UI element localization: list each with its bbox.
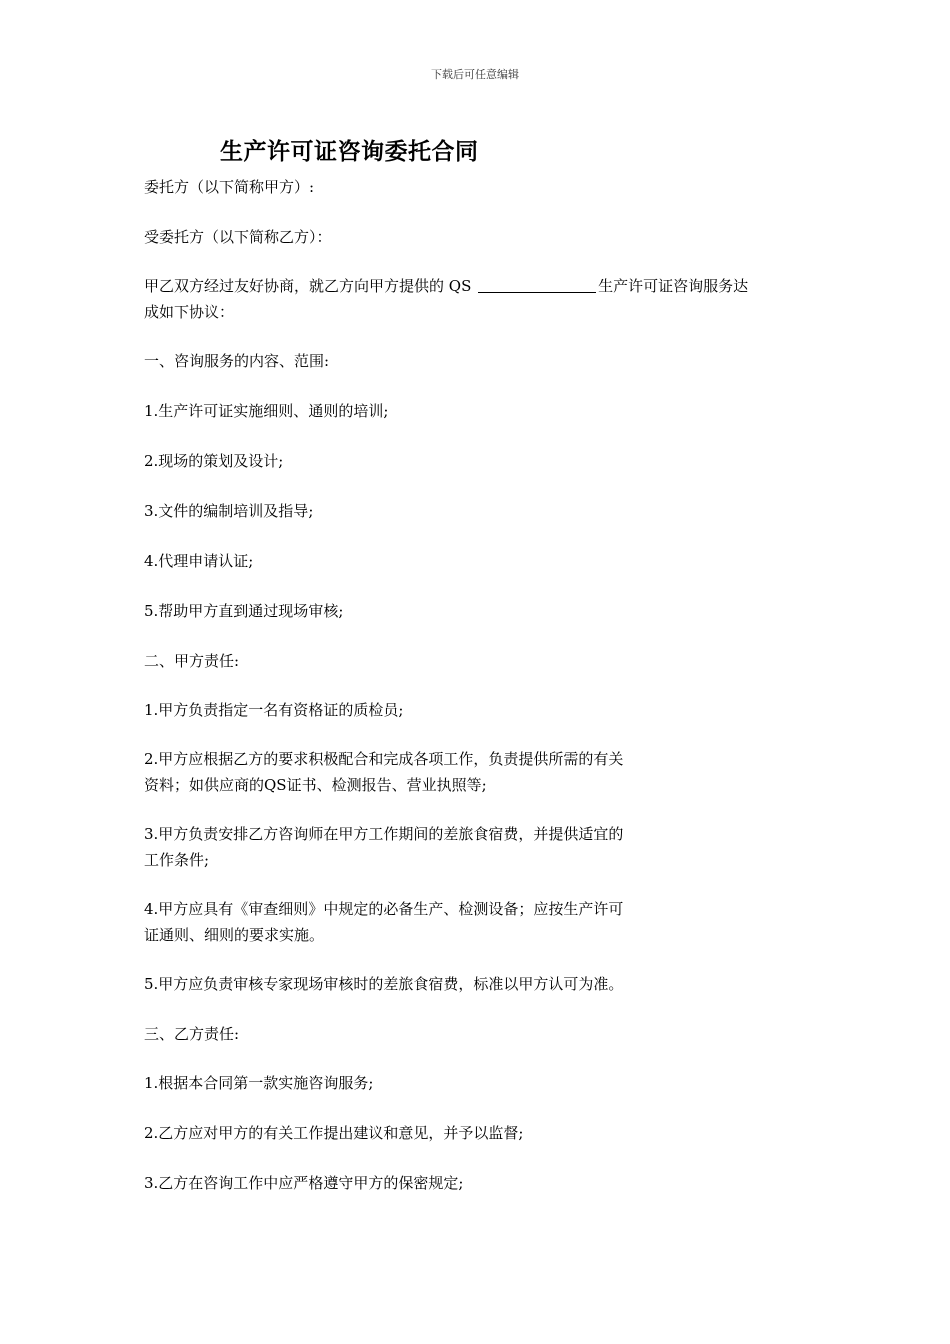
- section1-item-3: 3.文件的编制培训及指导;: [144, 502, 314, 520]
- section2-item-3-line-1: 3.甲方负责安排乙方咨询师在甲方工作期间的差旅食宿费，并提供适宜的: [144, 825, 624, 843]
- section2-item-2: [144, 746, 834, 798]
- section3-heading: 三、乙方责任:: [144, 1025, 240, 1043]
- section2-item-4-line-2: 证通则、细则的要求实施。: [144, 926, 325, 944]
- section2-item-5: 5.甲方应负责审核专家现场审核时的差旅食宿费，标准以甲方认可为准。: [144, 975, 624, 993]
- section1-item-5: 5.帮助甲方直到通过现场审核;: [144, 602, 344, 620]
- section1-heading: 一、咨询服务的内容、范围:: [144, 352, 330, 370]
- fill-in-blank: [478, 276, 596, 293]
- section2-item-2-line-1: 2.甲方应根据乙方的要求积极配合和完成各项工作，负责提供所需的有关: [144, 750, 624, 768]
- section3-item-3: 3.乙方在咨询工作中应严格遵守甲方的保密规定;: [144, 1174, 464, 1192]
- document-title: 生产许可证咨询委托合同: [220, 138, 479, 165]
- intro-text-part1: 甲乙双方经过友好协商，就乙方向甲方提供的 QS: [144, 277, 477, 295]
- intro-text-part2: 生产许可证咨询服务达: [598, 277, 749, 295]
- section1-item-4: 4.代理申请认证;: [144, 552, 254, 570]
- intro-paragraph: [144, 273, 834, 325]
- section3-item-1: 1.根据本合同第一款实施咨询服务;: [144, 1074, 374, 1092]
- section1-item-1: 1.生产许可证实施细则、通则的培训;: [144, 402, 389, 420]
- section2-item-3: [144, 821, 834, 873]
- section3-item-2: 2.乙方应对甲方的有关工作提出建议和意见，并予以监督;: [144, 1124, 524, 1142]
- section2-item-3-line-2: 工作条件;: [144, 851, 210, 869]
- intro-line-1: [144, 273, 834, 299]
- party-a-line: 委托方（以下简称甲方）:: [144, 178, 315, 196]
- section2-item-1: 1.甲方负责指定一名有资格证的质检员;: [144, 701, 404, 719]
- section2-item-4-line-1: 4.甲方应具有《审查细则》中规定的必备生产、检测设备；应按生产许可: [144, 900, 624, 918]
- party-b-line: 受委托方（以下简称乙方）：: [144, 228, 332, 246]
- section2-item-4: [144, 896, 834, 948]
- intro-line-2: 成如下协议：: [144, 303, 235, 321]
- section1-item-2: 2.现场的策划及设计;: [144, 452, 284, 470]
- section2-item-2-line-2: 资料；如供应商的QS证书、检测报告、营业执照等;: [144, 776, 487, 794]
- header-note: 下载后可任意编辑: [431, 68, 519, 81]
- section2-heading: 二、甲方责任:: [144, 652, 240, 670]
